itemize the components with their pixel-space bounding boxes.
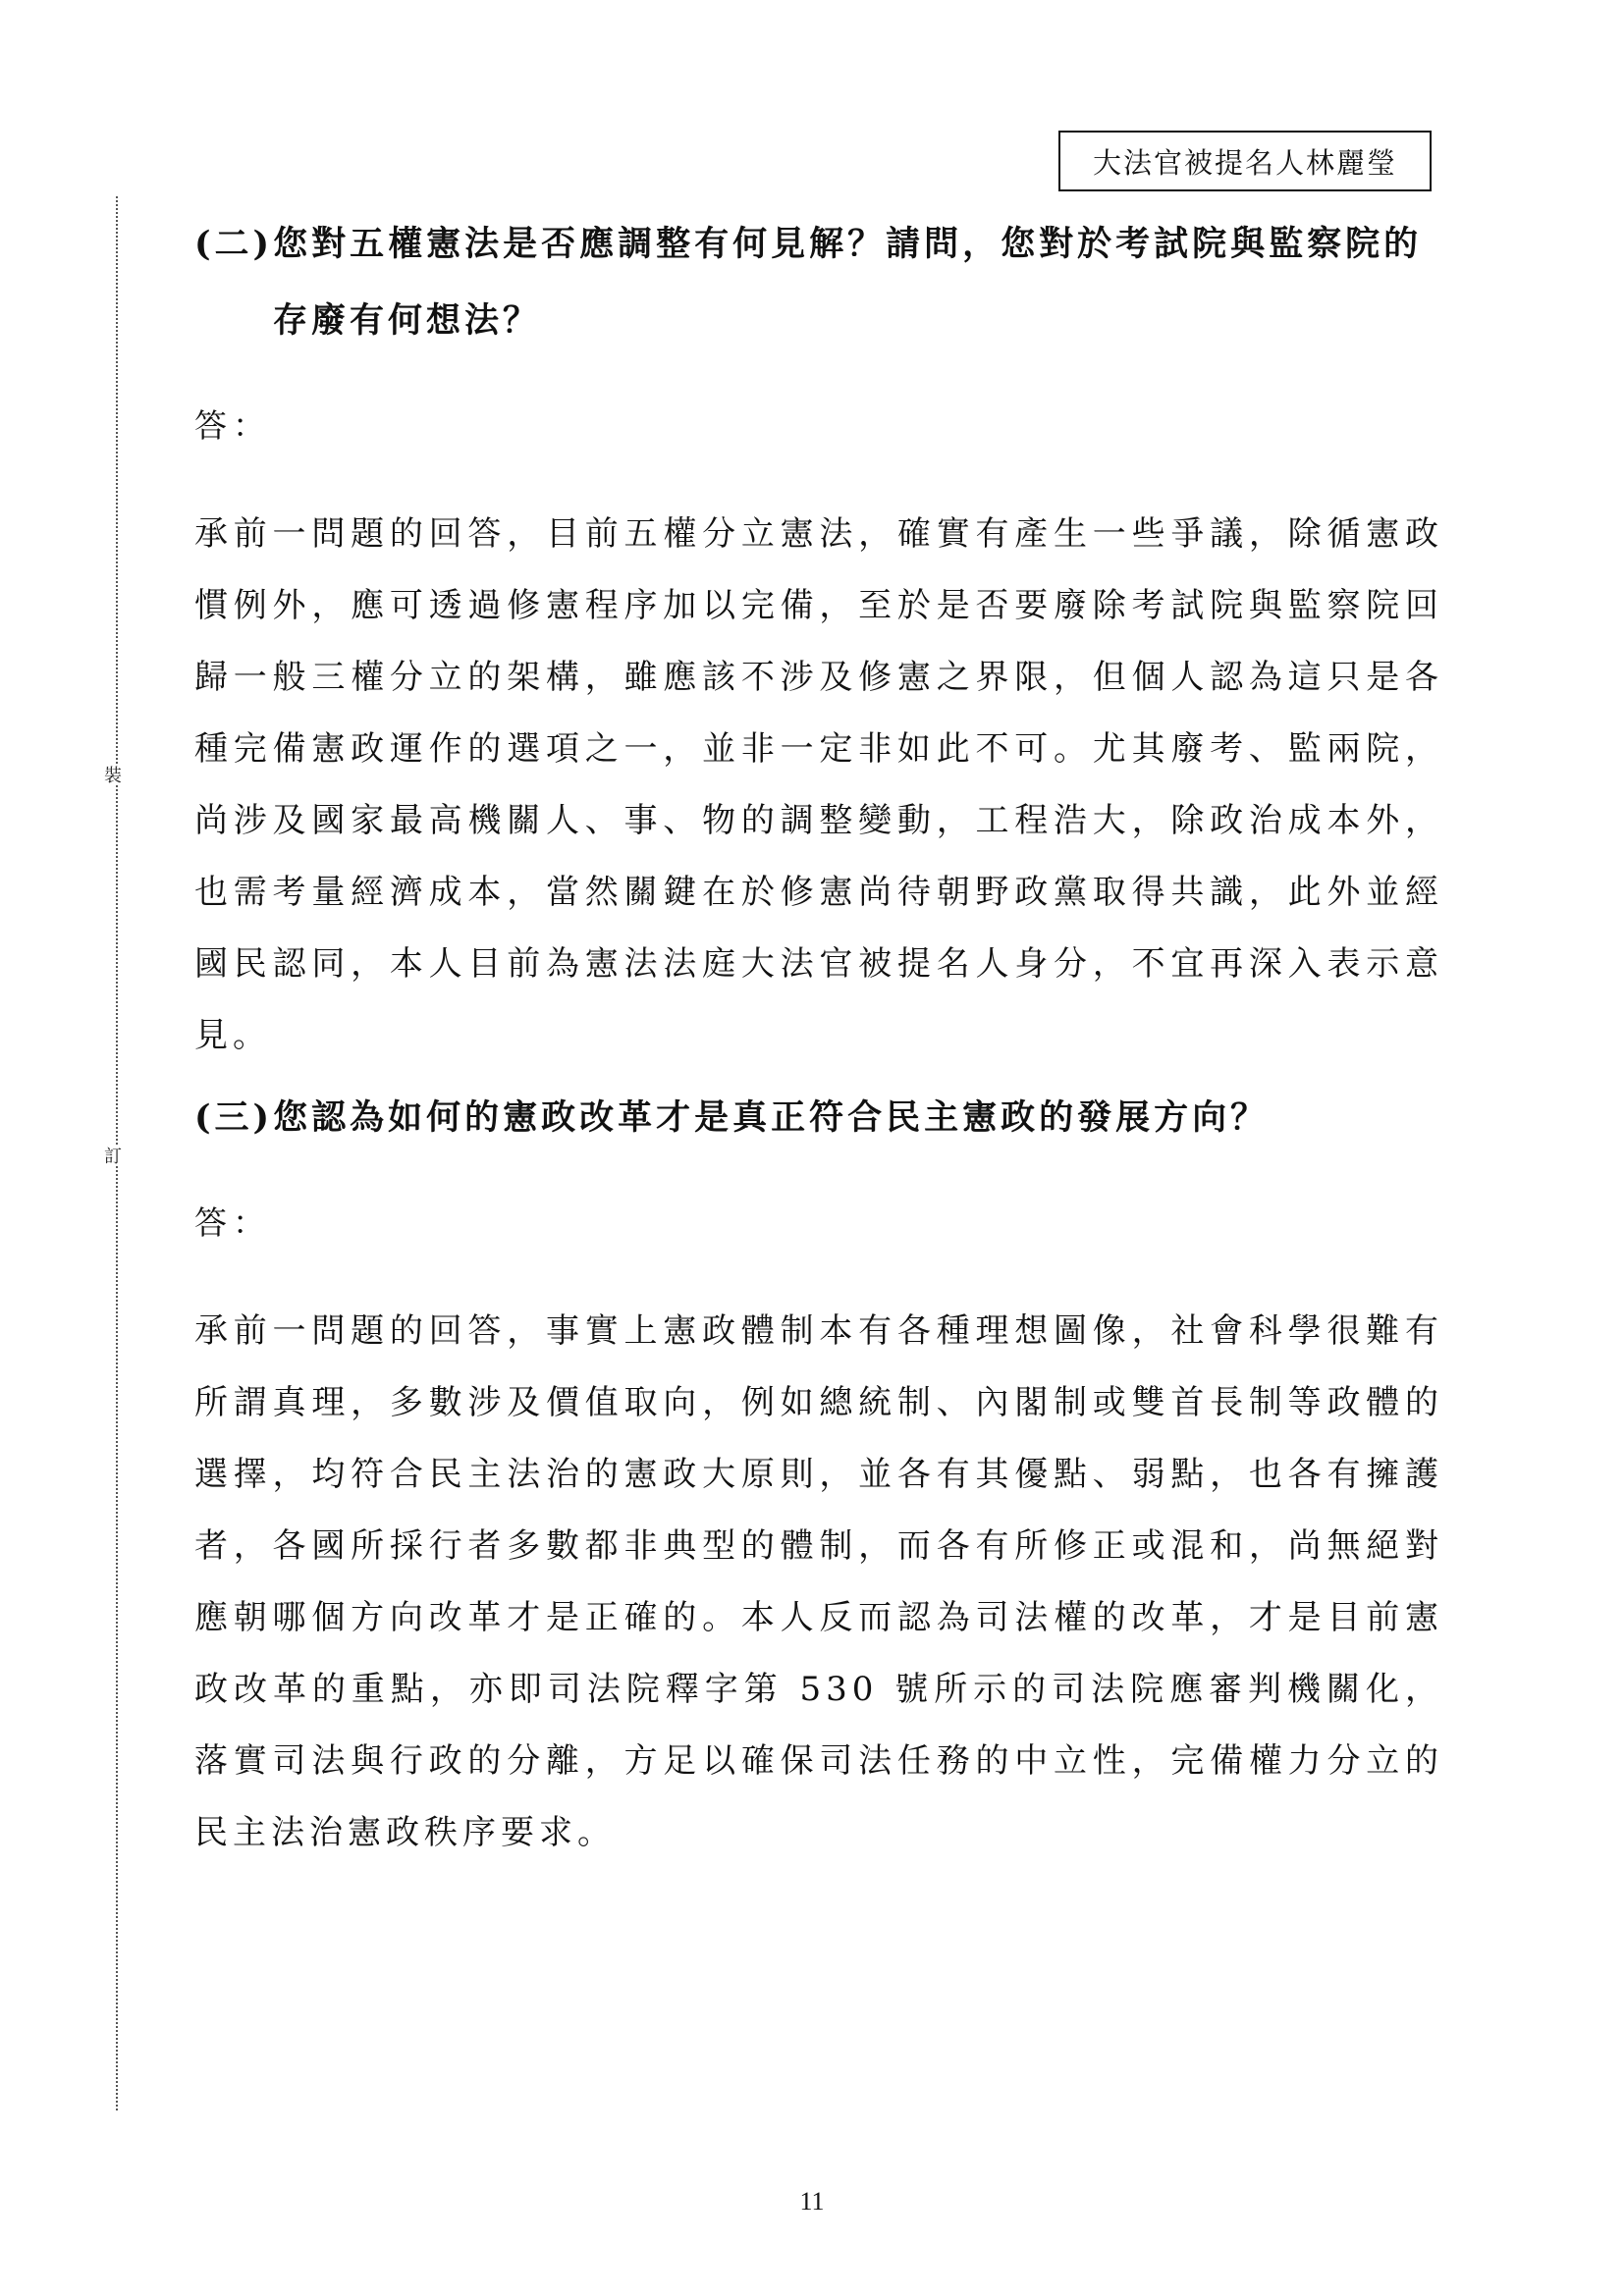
answer-label: 答： bbox=[194, 1203, 271, 1242]
answer-paragraph: 承前一問題的回答，目前五權分立憲法，確實有產生一些爭議，除循憲政慣例外，應可透過修憲程序加以完備，至於是否要廢除考試院與監察院回歸一般三權分立的架構，雖應該不涉及修憲之界限，但個人認為這只是各種完備憲政運作的選項之一，並非一定非如此不可。尤其廢考、監兩院，尚涉及國家最高機關人、事、物的調整變動，工程浩大，除政治成本外，也需考量經濟成本，當然關鍵在於修憲尚待朝野政黨取得共識，此外並經國民認同，本人目前為憲法法庭大法官被提名人身分，不宜再深入表示意見。 bbox=[194, 514, 1443, 1055]
nominee-header-box bbox=[1058, 131, 1432, 191]
binding-mark-ding: 訂 bbox=[101, 1147, 122, 1164]
answer-paragraph: 承前一問題的回答，事實上憲政體制本有各種理想圖像，社會科學很難有所謂真理，多數涉及價值取向，例如總統制、內閣制或雙首長制等政體的選擇，均符合民主法治的憲政大原則，並各有其優點、弱點，也各有擁護者，各國所採行者多數都非典型的體制，而各有所修正或混和，尚無絕對應朝哪個方向改革才是正確的。本人反而認為司法權的改革，才是目前憲政改革的重點，亦即司法院釋字第 530 號所示的司法院應審判機關化，落實司法與行政的分離，方足以確保司法任務的中立性，完備權力分立的民主法治憲政秩序要求。 bbox=[194, 1311, 1443, 1852]
page-number: 11 bbox=[799, 2187, 825, 2216]
answer-label: 答： bbox=[194, 406, 271, 445]
question-heading: (三)您認為如何的憲政改革才是真正符合民主憲政的發展方向？ bbox=[194, 1097, 1270, 1138]
main-content bbox=[194, 206, 1443, 1877]
binding-mark-zhuang: 裝 bbox=[101, 766, 122, 783]
question-heading: (二)您對五權憲法是否應調整有何見解？請問，您對於考試院與監察院的存廢有何想法？ bbox=[194, 224, 1423, 341]
section-question-3 bbox=[194, 1080, 1443, 1869]
section-question-2 bbox=[194, 206, 1443, 1072]
nominee-header-label: 大法官被提名人林麗瑩 bbox=[1092, 145, 1397, 180]
